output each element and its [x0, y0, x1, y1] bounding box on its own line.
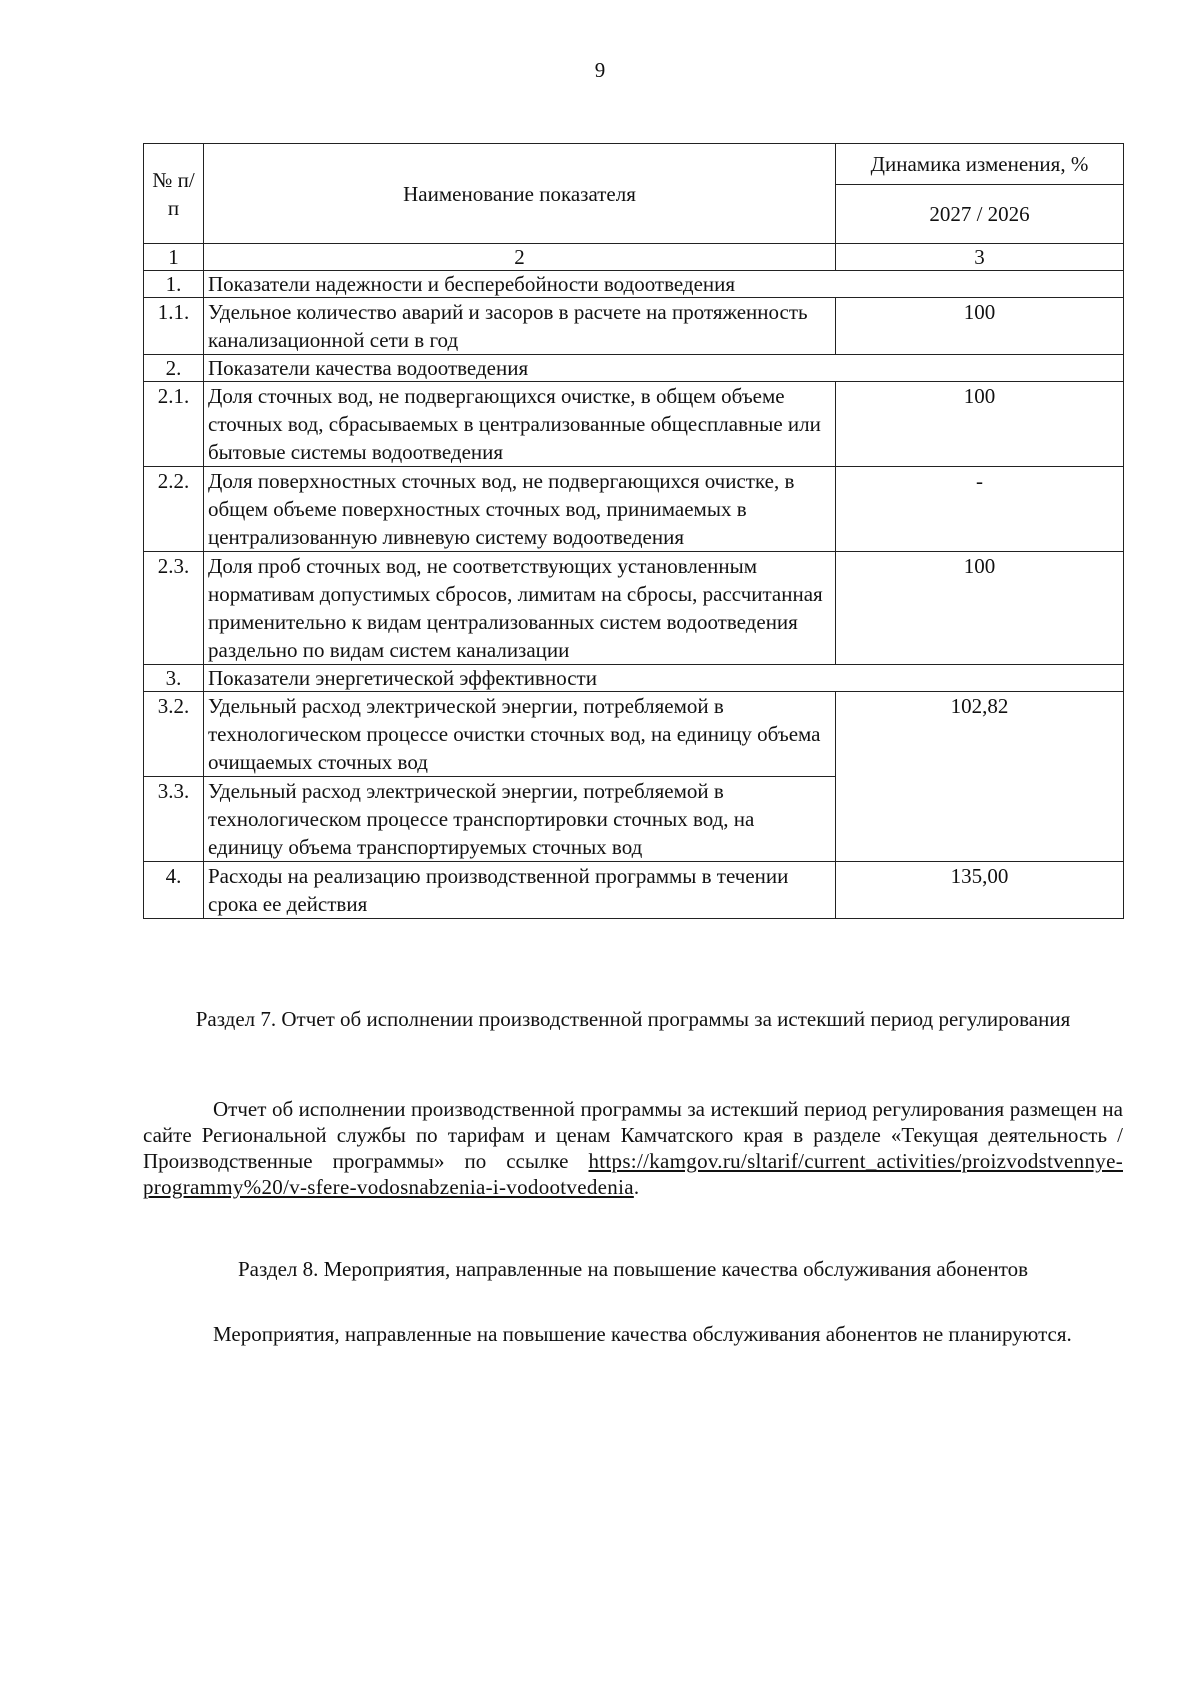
- section-num: 1.: [144, 271, 204, 298]
- row-value: 100: [836, 298, 1124, 355]
- table-row: [144, 382, 1124, 467]
- row-name: Доля проб сточных вод, не соответствующих установленным нормативам допустимых сбросов, лимитам на сбросы, рассчитанная применительно к видам централизованных систем водоотведения раздельно по видам систем канализации: [204, 552, 836, 665]
- row-num: 2.3.: [144, 552, 204, 665]
- section7-text: Отчет об исполнении производственной программы за истекший период регулирования размещен на сайте Региональной службы по тарифам и ценам Камчатского края в разделе «Текущая деятельность / Производственные программы» по ссылке: [143, 1097, 1123, 1173]
- row-num: 4.: [144, 862, 204, 919]
- column-number: 2: [204, 244, 836, 271]
- row-num: 3.3.: [144, 777, 204, 862]
- report-link[interactable]: https://kamgov.ru/sltarif/current_activities/proizvodstvennye-programmy%20/v-sfere-vodosnabzenia-i-vodootvedenia: [143, 1149, 1123, 1199]
- row-num: 1.1.: [144, 298, 204, 355]
- row-num: 2.1.: [144, 382, 204, 467]
- row-value: 135,00: [836, 862, 1124, 919]
- section8-paragraph: [143, 1321, 1123, 1347]
- row-name: Удельный расход электрической энергии, потребляемой в технологическом процессе очистки сточных вод, на единицу объема очищаемых сточных вод: [204, 692, 836, 777]
- section7-heading: Раздел 7. Отчет об исполнении производственной программы за истекший период регулирования: [195, 1007, 1071, 1031]
- section-title: Показатели энергетической эффективности: [204, 665, 1124, 692]
- header-period: 2027 / 2026: [836, 185, 1124, 244]
- row-num: 2.2.: [144, 467, 204, 552]
- row-value: 100: [836, 552, 1124, 665]
- link-suffix: .: [633, 1175, 640, 1199]
- table-row: [144, 467, 1124, 552]
- row-value-merged: 102,82: [836, 692, 1124, 862]
- section8-text: Мероприятия, направленные на повышение качества обслуживания абонентов не планируются.: [213, 1322, 1072, 1346]
- table-row: [144, 298, 1124, 355]
- section-row: [144, 355, 1124, 382]
- row-value: -: [836, 467, 1124, 552]
- row-name: Доля сточных вод, не подвергающихся очистке, в общем объеме сточных вод, сбрасываемых в централизованные общесплавные или бытовые системы водоотведения: [204, 382, 836, 467]
- section-num: 2.: [144, 355, 204, 382]
- section-title: Показатели надежности и бесперебойности водоотведения: [204, 271, 1124, 298]
- section7-paragraph: [143, 1096, 1123, 1200]
- column-number: 1: [144, 244, 204, 271]
- row-name: Удельное количество аварий и засоров в расчете на протяженность канализационной сети в год: [204, 298, 836, 355]
- table-header-row: [144, 144, 1124, 185]
- section-row: [144, 665, 1124, 692]
- table-row: [144, 692, 1124, 777]
- row-value: 100: [836, 382, 1124, 467]
- section-num: 3.: [144, 665, 204, 692]
- row-num: 3.2.: [144, 692, 204, 777]
- header-name: Наименование показателя: [204, 144, 836, 244]
- indicators-table: [143, 143, 1124, 919]
- page-number: 9: [594, 58, 606, 82]
- row-name: Расходы на реализацию производственной программы в течении срока ее действия: [204, 862, 836, 919]
- row-name: Удельный расход электрической энергии, потребляемой в технологическом процессе транспортировки сточных вод, на единицу объема транспортируемых сточных вод: [204, 777, 836, 862]
- section-row: [144, 271, 1124, 298]
- header-dynamics: Динамика изменения, %: [836, 144, 1124, 185]
- header-num: № п/п: [144, 144, 204, 244]
- row-name: Доля поверхностных сточных вод, не подвергающихся очистке, в общем объеме поверхностных сточных вод, принимаемых в централизованную ливневую систему водоотведения: [204, 467, 836, 552]
- table-row: [144, 552, 1124, 665]
- table-row: [144, 862, 1124, 919]
- column-numbers-row: [144, 244, 1124, 271]
- section8-heading: Раздел 8. Мероприятия, направленные на повышение качества обслуживания абонентов: [237, 1257, 1029, 1281]
- section-title: Показатели качества водоотведения: [204, 355, 1124, 382]
- column-number: 3: [836, 244, 1124, 271]
